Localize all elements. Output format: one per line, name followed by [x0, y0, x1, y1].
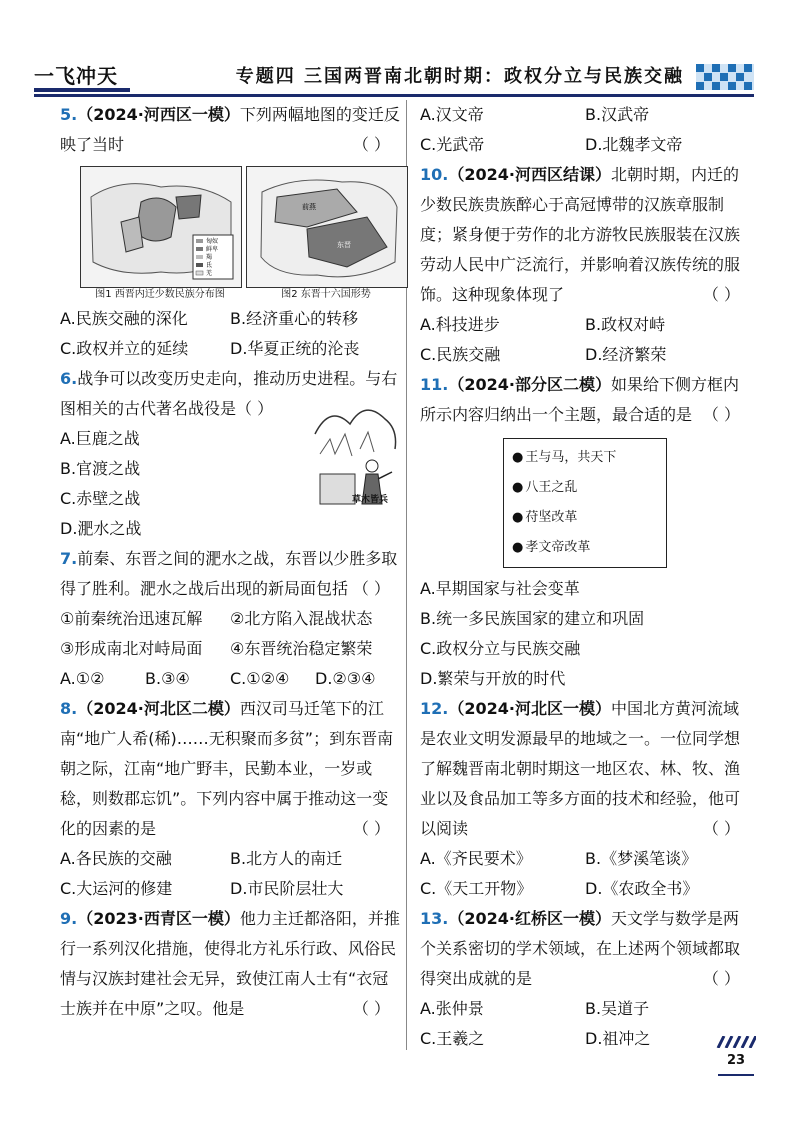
answer-paren: （ ） — [352, 135, 390, 154]
map1-label-2: 羯 — [206, 254, 213, 261]
question-12 — [420, 694, 750, 904]
option-b[interactable]: B.汉武帝 — [585, 105, 650, 124]
question-source: （2024·红桥区一模） — [448, 909, 611, 928]
page-number: 23 — [718, 1048, 754, 1076]
question-9 — [60, 904, 400, 1024]
question-stem: 西汉司马迁笔下的江南“地广人希(稀)……无积聚而多贫”；到东晋南朝之际，江南“地广野丰，民勤本业，一岁或稔，则数郡忘饥”。下列内容中属于推动这一变化的因素的是 — [60, 699, 394, 838]
answer-paren: （ ） — [702, 819, 740, 838]
question-stem: 如果给下侧方框内所示内容归纳出一个主题，最合适的是 — [420, 375, 739, 424]
option-d[interactable]: D.市民阶层壮大 — [230, 879, 344, 898]
answer-paren: （ ） — [352, 819, 390, 838]
answer-paren: （ ） — [352, 579, 390, 598]
option-b[interactable]: B.经济重心的转移 — [230, 309, 359, 328]
item-1: ①前秦统治迅速瓦解 — [60, 609, 203, 628]
question-number: 9. — [60, 909, 78, 928]
right-column — [420, 100, 750, 1054]
question-5 — [60, 100, 400, 364]
map-figure-1 — [80, 166, 240, 302]
option-b[interactable]: B.官渡之战 — [60, 459, 141, 478]
question-number: 8. — [60, 699, 78, 718]
map-pair — [80, 166, 400, 302]
item-2: ②北方陷入混战状态 — [230, 609, 373, 628]
question-source: （2024·河西区一模） — [77, 105, 240, 124]
map-caption-1: 图1 西晋内迁少数民族分布图 — [95, 289, 225, 300]
question-number: 13. — [420, 909, 449, 928]
option-b[interactable]: B.《梦溪笔谈》 — [585, 849, 698, 868]
options — [420, 994, 750, 1054]
option-c[interactable]: C.《天工开物》 — [420, 879, 533, 898]
option-a[interactable]: A.张仲景 — [420, 999, 484, 1018]
question-source: （2024·河北区二模） — [77, 699, 240, 718]
option-c[interactable]: C.民族交融 — [420, 345, 501, 364]
option-b[interactable]: B.政权对峙 — [585, 315, 666, 334]
item-4: ④东晋统治稳定繁荣 — [230, 639, 373, 658]
checker-decoration-icon — [696, 64, 754, 90]
brand-logo: 一飞冲天 — [34, 64, 118, 88]
option-d[interactable]: D.淝水之战 — [60, 519, 142, 538]
options — [60, 664, 400, 694]
map-western-jin-icon — [80, 166, 242, 288]
map-caption-2: 图2 东晋十六国形势 — [281, 289, 371, 300]
question-source: （2024·部分区二模） — [448, 375, 611, 394]
option-d[interactable]: D.北魏孝文帝 — [585, 135, 683, 154]
option-d[interactable]: D.经济繁荣 — [585, 345, 667, 364]
question-stem: 他力主迁都洛阳，并推行一系列汉化措施，使得北方礼乐行政、风俗民情与汉族封建社会无异，致使江南人士有“衣冠士族并在中原”之叹。他是 — [60, 909, 400, 1018]
question-number: 7. — [60, 549, 78, 568]
options — [60, 844, 400, 904]
question-stem: 下列两幅地图的变迁反映了当时 — [60, 105, 400, 154]
option-d[interactable]: D.《农政全书》 — [585, 879, 699, 898]
question-stem: 前秦、东晋之间的淝水之战，东晋以少胜多取得了胜利。淝水之战后出现的新局面包括 — [60, 549, 398, 598]
painting-caption: 草木皆兵 — [351, 495, 388, 505]
answer-paren: （ ） — [352, 999, 390, 1018]
map2-label-1: 东晋 — [337, 241, 351, 249]
question-13 — [420, 904, 750, 1054]
left-column — [60, 100, 400, 1024]
question-number: 11. — [420, 375, 449, 394]
topic-box — [503, 438, 667, 568]
option-b[interactable]: B.③④ — [145, 669, 190, 688]
option-c[interactable]: C.①②④ — [230, 669, 290, 688]
option-c[interactable]: C.政权并立的延续 — [60, 339, 189, 358]
item-3: ③形成南北对峙局面 — [60, 639, 203, 658]
option-c[interactable]: C.大运河的修建 — [60, 879, 173, 898]
answer-paren: （ ） — [702, 405, 740, 424]
question-stem: 中国北方黄河流域是农业文明发源最早的地域之一。一位同学想了解魏晋南北朝时期这一地区农、林、牧、渔业以及食品加工等多方面的技术和经验，他可以阅读 — [420, 699, 741, 838]
chapter-title: 专题四 三国两晋南北朝时期：政权分立与民族交融 — [235, 66, 684, 87]
question-7 — [60, 544, 400, 694]
answer-paren: （ ） — [702, 969, 740, 988]
option-d[interactable]: D.祖冲之 — [585, 1029, 651, 1048]
question-number: 12. — [420, 699, 449, 718]
option-b[interactable]: B.统一多民族国家的建立和巩固 — [420, 609, 645, 628]
map1-label-4: 羌 — [206, 270, 213, 277]
options — [420, 310, 750, 370]
option-a[interactable]: A.巨鹿之战 — [60, 429, 140, 448]
map-figure-2 — [246, 166, 406, 302]
answer-paren: （ ） — [702, 285, 740, 304]
option-a[interactable]: A.早期国家与社会变革 — [420, 579, 580, 598]
option-a[interactable]: A.科技进步 — [420, 315, 500, 334]
map1-label-0: 匈奴 — [206, 238, 219, 245]
map1-label-1: 鲜卑 — [206, 246, 219, 253]
page-number-decoration-icon — [716, 1036, 756, 1048]
topic-item: ● 苻坚改革 — [512, 503, 658, 533]
option-b[interactable]: B.吴道子 — [585, 999, 650, 1018]
option-c[interactable]: C.政权分立与民族交融 — [420, 639, 581, 658]
question-number: 10. — [420, 165, 449, 184]
option-c[interactable]: C.赤壁之战 — [60, 489, 141, 508]
brand-underline — [34, 88, 130, 92]
question-source: （2024·河北区一模） — [448, 699, 611, 718]
option-c[interactable]: C.王羲之 — [420, 1029, 485, 1048]
topic-item: ● 八王之乱 — [512, 473, 658, 503]
option-a[interactable]: A.①② — [60, 669, 105, 688]
question-source: （2023·西青区一模） — [77, 909, 240, 928]
question-source: （2024·河西区结课） — [448, 165, 611, 184]
map1-label-3: 氐 — [206, 262, 213, 269]
question-number: 6. — [60, 369, 78, 388]
statement-items — [60, 604, 400, 664]
options — [60, 304, 400, 364]
map2-label-0: 前燕 — [302, 203, 316, 211]
options — [420, 844, 750, 904]
question-stem: 战争可以改变历史走向，推动历史进程。与右图相关的古代著名战役是（ ） — [60, 369, 398, 418]
option-a[interactable]: A.各民族的交融 — [60, 849, 172, 868]
map-eastern-jin-icon — [246, 166, 408, 288]
question-stem: 北朝时期，内迁的少数民族贵族醉心于高冠博带的汉族章服制度；紧身便于劳作的北方游牧民族服装在汉族劳动人民中广泛流行，并影响着汉族传统的服饰。这种现象体现了 — [420, 165, 741, 304]
question-9-options — [420, 100, 750, 160]
option-d[interactable]: D.华夏正统的沦丧 — [230, 339, 360, 358]
option-a[interactable]: A.《齐民要术》 — [420, 849, 532, 868]
option-b[interactable]: B.北方人的南迁 — [230, 849, 343, 868]
option-a[interactable]: A.民族交融的深化 — [60, 309, 188, 328]
question-number: 5. — [60, 105, 78, 124]
question-8 — [60, 694, 400, 904]
question-6 — [60, 364, 400, 544]
question-stem: 天文学与数学是两个关系密切的学术领域，在上述两个领域都取得突出成就的是 — [420, 909, 741, 988]
page-header — [34, 58, 754, 97]
option-d[interactable]: D.繁荣与开放的时代 — [420, 669, 566, 688]
option-d[interactable]: D.②③④ — [315, 669, 376, 688]
topic-item: ● 王与马，共天下 — [512, 443, 658, 473]
topic-item: ● 孝文帝改革 — [512, 533, 658, 563]
question-11 — [420, 370, 750, 694]
question-10 — [420, 160, 750, 370]
option-a[interactable]: A.汉文帝 — [420, 105, 484, 124]
option-c[interactable]: C.光武帝 — [420, 135, 485, 154]
